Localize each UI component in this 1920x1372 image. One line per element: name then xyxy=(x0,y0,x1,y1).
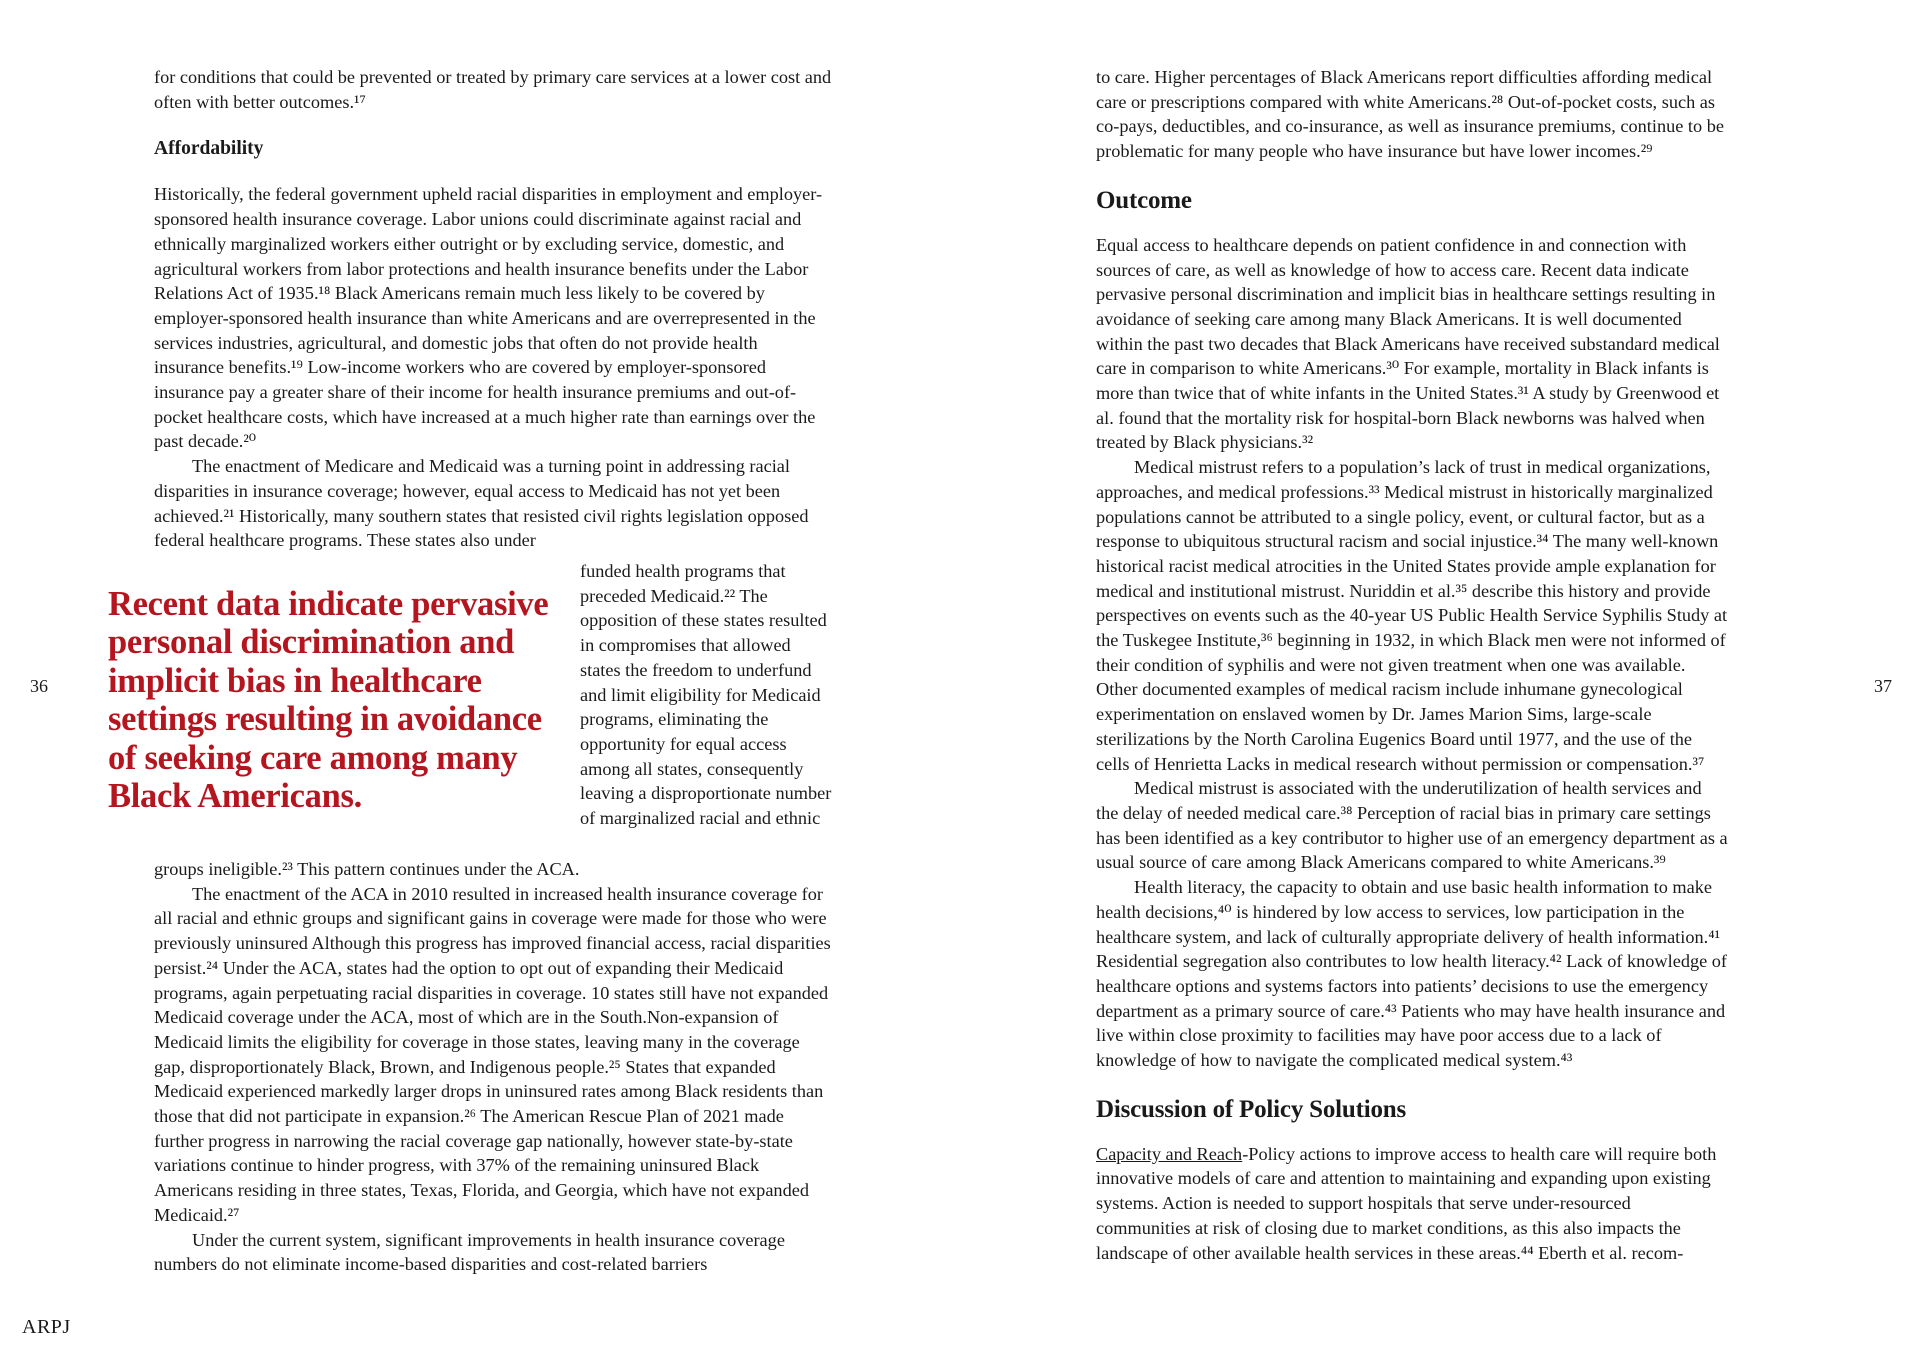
affordability-paragraph-1: Historically, the federal government upheld racial disparities in employment and employer-sponsored health insurance coverage. Labor unions could discriminate against racial and ethnically marginalized workers either outright or by excluding service, domestic, and agricultural workers from labor protections and health insurance benefits under the Labor Relations Act of 1935.¹⁸ Black Americans remain much less likely to be covered by employer-sponsored health insurance than white Americans and are overrepresented in the services industries, agricultural, and domestic jobs that often do not provide health insurance benefits.¹⁹ Low-income workers who are covered by employer-sponsored insurance pay a greater share of their income for health insurance premiums and out-of-pocket healthcare costs, which have increased at a much higher rate than earnings over the past decade.²⁰ xyxy=(154,184,823,452)
outcome-heading: Outcome xyxy=(1096,186,1192,214)
policy-solutions-heading: Discussion of Policy Solutions xyxy=(1096,1095,1407,1123)
policy-paragraph-1 xyxy=(1096,1142,1728,1266)
affordability-paragraph-3: The enactment of the ACA in 2010 resulted in increased health insurance coverage for all racial and ethnic groups and significant gains in coverage were made for those who were previously uninsured Although this progress has improved financial access, racial disparities persist.²⁴ Under the ACA, states had the option to opt out of expanding their Medicaid programs, again perpetuating racial disparities in coverage. 10 states still have not expanded Medicaid coverage under the ACA, most of which are in the South.Non-expansion of Medicaid limits the eligibility for coverage in those states, leaving many in the coverage gap, disproportionately Black, Brown, and Indigenous people.²⁵ States that expanded Medicaid experienced markedly larger drops in uninsured rates among Black residents than those that did not participate in expansion.²⁶ The American Rescue Plan of 2021 made further progress in narrowing the racial coverage gap nationally, however state-by-state variations continue to hinder progress, with 37% of the remaining uninsured Black Americans residing in three states, Texas, Florida, and Georgia, which have not expanded Medicaid.²⁷ xyxy=(154,883,831,1225)
affordability-paragraph-2-column: funded health programs that preceded Medicaid.²² The opposition of these states resulted in compromises that allowed states the freedom to underfund and limit eligibility for Medicaid programs, eliminating the opportunity for equal access among all states, consequently leaving a disproportionate number of marginalized racial and ethnic xyxy=(580,561,832,829)
left-text-top xyxy=(154,65,832,553)
policy-paragraph-1-text: -Policy actions to improve access to health care will require both innovative models of care and attention to maintaining and expanding upon existing systems. Action is needed to support hospitals that serve under-resourced communities at risk of closing due to market conditions, as this also impacts the landscape of other available health services in these areas.⁴⁴ Eberth et al. recom- xyxy=(1096,1143,1717,1263)
left-text-bottom xyxy=(154,857,832,1277)
left-narrow-column xyxy=(580,559,834,831)
left-intro-paragraph: for conditions that could be prevented or treated by primary care services at a lower cost and often with better outcomes.¹⁷ xyxy=(154,67,832,112)
right-text xyxy=(1096,65,1728,1265)
page-number-left: 36 xyxy=(30,676,48,696)
affordability-paragraph-2-top: The enactment of Medicare and Medicaid was a turning point in addressing racial disparities in insurance coverage; however, equal access to Medicaid has not yet been achieved.²¹ Historically, many southern states that resisted civil rights legislation opposed federal healthcare programs. These states also under xyxy=(154,456,809,551)
outcome-paragraph-3: Medical mistrust is associated with the underutilization of health services and the delay of needed medical care.³⁸ Perception of racial bias in primary care settings has been identified as a key contributor to higher use of an emergency department as a usual source of care among Black Americans compared to white Americans.³⁹ xyxy=(1096,778,1728,873)
journal-label: ARPJ xyxy=(22,1316,71,1338)
affordability-paragraph-2-end: groups ineligible.²³ This pattern continues under the ACA. xyxy=(154,859,580,879)
right-intro-paragraph: to care. Higher percentages of Black Americans report difficulties affording medical care or prescriptions compared with white Americans.²⁸ Out-of-pocket costs, such as co-pays, deductibles, and co-insurance, as well as insurance premiums, continue to be problematic for many people who have insurance but have lower incomes.²⁹ xyxy=(1096,67,1724,162)
page-number-right: 37 xyxy=(1874,676,1892,696)
affordability-heading: Affordability xyxy=(154,138,264,160)
outcome-paragraph-1: Equal access to healthcare depends on patient confidence in and connection with sources of care, as well as knowledge of how to access care. Recent data indicate pervasive personal discrimination and implicit bias in healthcare settings resulting in avoidance of seeking care among many Black Americans. It is well documented within the past two decades that Black Americans have received substandard medical care in comparison to white Americans.³⁰ For example, mortality in Black infants is more than twice that of white infants in the United States.³¹ A study by Greenwood et al. found that the mortality risk for hospital-born Black newborns was halved when treated by Black physicians.³² xyxy=(1096,234,1720,453)
outcome-paragraph-2: Medical mistrust refers to a population’s lack of trust in medical organizations, approaches, and medical professions.³³ Medical mistrust in historically marginalized populations cannot be attributed to a single policy, event, or cultural factor, but as a response to ubiquitous structural racism and social injustice.³⁴ The many well-known historical racist medical atrocities in the United States provide ample explanation for medical and institutional mistrust. Nuriddin et al.³⁵ describe this history and provide perspectives on events such as the 40-year US Public Health Service Syphilis Study at the Tuskegee Institute,³⁶ beginning in 1932, in which Black men were not informed of their condition of syphilis and were not given treatment when one was available. Other documented examples of medical racism include inhumane gynecological experimentation on enslaved women by Dr. James Marion Sims, large-scale sterilizations by the North Carolina Eugenics Board until 1977, and the use of the cells of Henrietta Lacks in medical research without permission or compensation.³⁷ xyxy=(1096,457,1728,774)
affordability-paragraph-4: Under the current system, significant improvements in health insurance coverage numbers do not eliminate income-based disparities and cost-related barriers xyxy=(154,1229,785,1275)
right-page xyxy=(960,0,1920,1372)
outcome-paragraph-4: Health literacy, the capacity to obtain and use basic health information to make health decisions,⁴⁰ is hindered by low access to services, low participation in the healthcare system, and lack of culturally appropriate delivery of health information.⁴¹ Residential segregation also contributes to low health literacy.⁴² Lack of knowledge of healthcare options and systems factors into patients’ decisions to use the emergency department as a primary source of care.⁴³ Patients who may have health insurance and live within close proximity to facilities may have poor access due to a lack of knowledge of how to navigate the complicated medical system.⁴³ xyxy=(1096,877,1728,1071)
capacity-and-reach-label: Capacity and Reach xyxy=(1096,1143,1243,1164)
pull-quote: Recent data indicate pervasive personal discrimination and implicit bias in healthcare settings resulting in avoidance of seeking care among many Black Americans. xyxy=(108,585,549,816)
